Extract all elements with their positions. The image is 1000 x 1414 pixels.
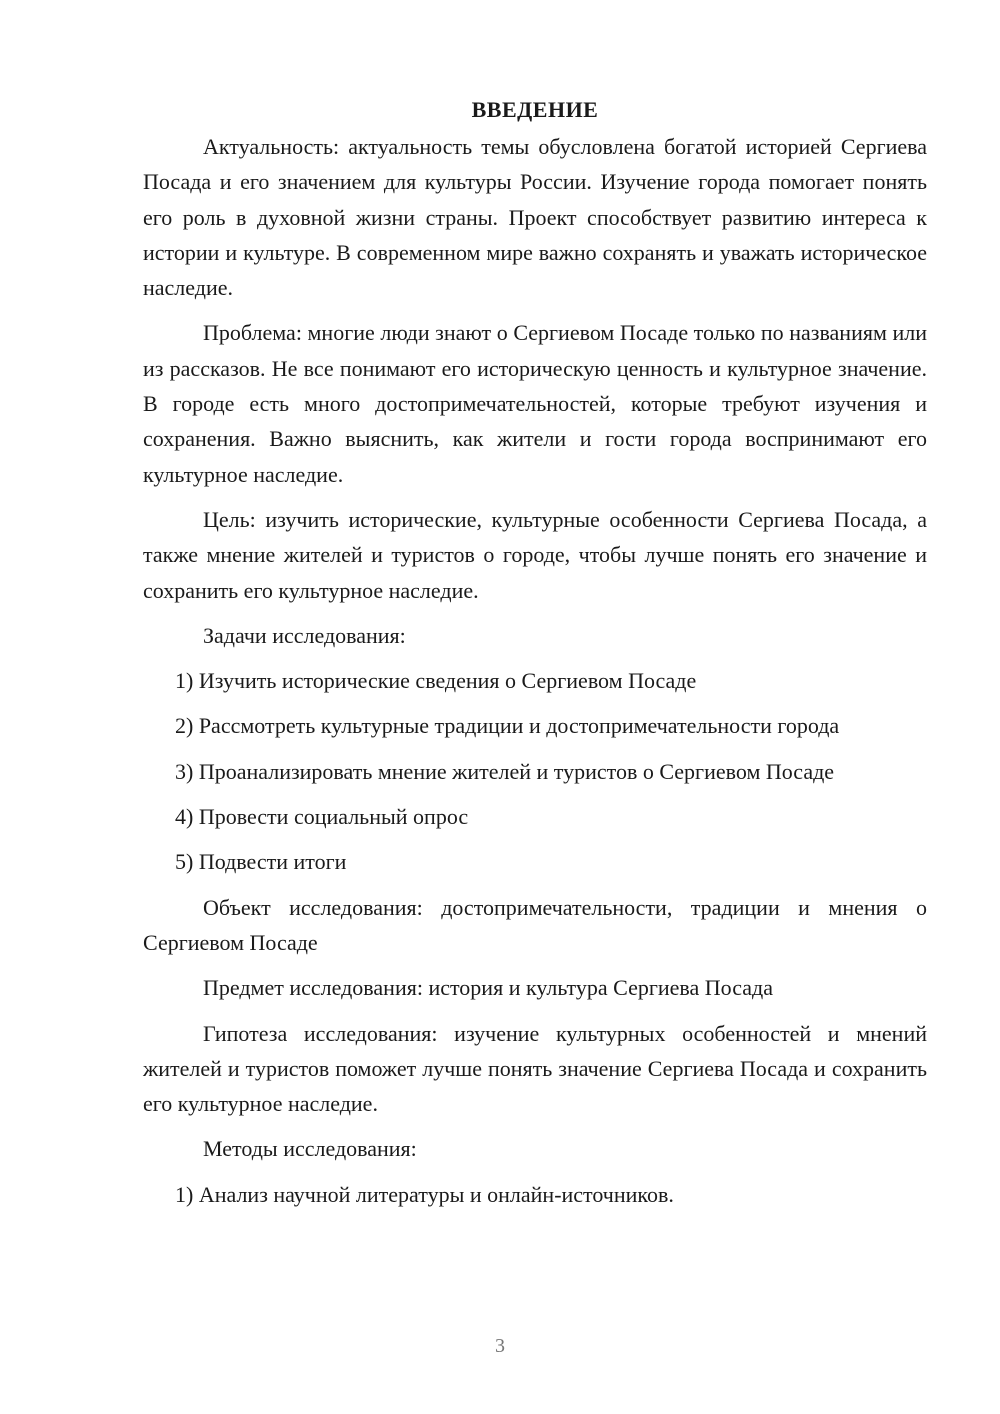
problem-paragraph: Проблема: многие люди знают о Сергиевом Посаде только по названиям или из рассказов. Не все понимают его историческую ценность и культурное значение. В городе есть много достопримечательностей, которые требуют изучения и сохранения. Важно выяснить, как жители и гости города воспринимают его культурное наследие. [143,320,927,487]
document-page [143,92,927,1222]
section-title: ВВЕДЕНИЕ [471,97,599,122]
goal-paragraph: Цель: изучить исторические, культурные особенности Сергиева Посада, а также мнение жителей и туристов о городе, чтобы лучше понять его значение и сохранить его культурное наследие. [143,506,927,603]
object-paragraph: Объект исследования: достопримечательности, традиции и мнения о Сергиевом Посаде [143,894,927,955]
subject-paragraph: Предмет исследования: история и культура Сергиева Посада [203,975,773,1001]
task-item-2: 2) Рассмотреть культурные традиции и достопримечательности города [175,713,840,739]
page-number: 3 [495,1335,505,1357]
method-item-1: 1) Анализ научной литературы и онлайн-источников. [175,1181,674,1207]
task-item-4: 4) Провести социальный опрос [175,804,469,830]
tasks-heading: Задачи исследования: [203,622,406,648]
task-item-5: 5) Подвести итоги [175,849,347,875]
methods-heading: Методы исследования: [203,1136,417,1162]
hypothesis-paragraph: Гипотеза исследования: изучение культурных особенностей и мнений жителей и туристов поможет лучше понять значение Сергиева Посада и сохранить его культурное наследие. [143,1020,927,1117]
task-item-1: 1) Изучить исторические сведения о Сергиевом Посаде [175,668,697,694]
task-item-3: 3) Проанализировать мнение жителей и туристов о Сергиевом Посаде [175,758,835,784]
relevance-paragraph: Актуальность: актуальность темы обусловлена богатой историей Сергиева Посада и его значением для культуры России. Изучение города помогает понять его роль в духовной жизни страны. Проект способствует развитию интереса к истории и культуре. В современном мире важно сохранять и уважать историческое наследие. [143,134,927,301]
